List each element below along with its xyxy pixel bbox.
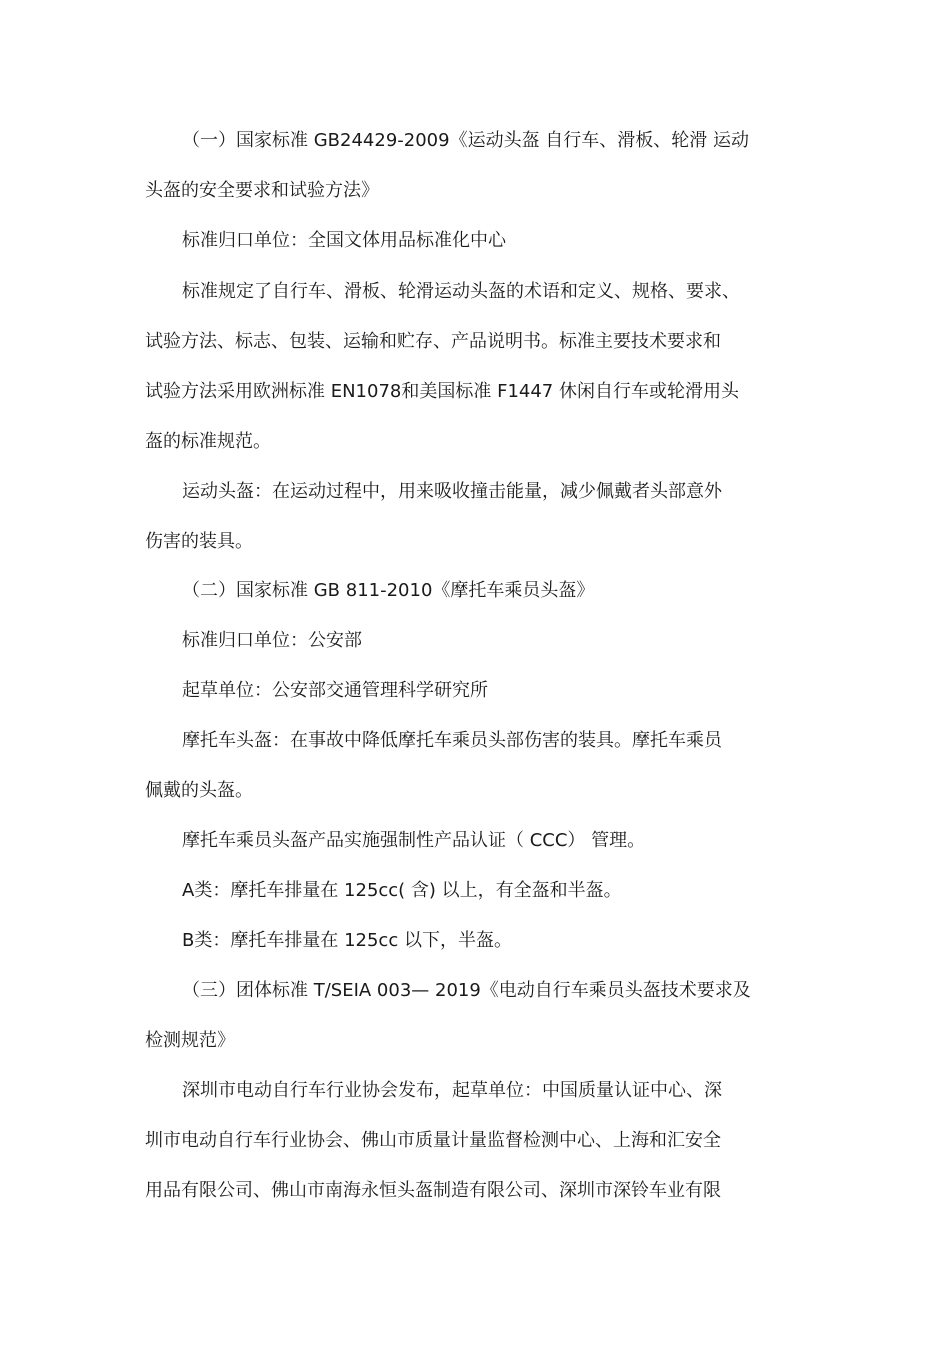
- paragraph-line: 试验方法采用欧洲标准 EN1078和美国标准 F1447 休闲自行车或轮滑用头: [145, 381, 739, 402]
- paragraph-line: 标准规定了自行车、滑板、轮滑运动头盔的术语和定义、规格、要求、: [182, 281, 740, 302]
- paragraph-line: 起草单位：公安部交通管理科学研究所: [182, 680, 488, 701]
- paragraph-line: 试验方法、标志、包装、运输和贮存、产品说明书。标准主要技术要求和: [145, 331, 721, 352]
- paragraph-line: 深圳市电动自行车行业协会发布，起草单位：中国质量认证中心、深: [182, 1080, 722, 1101]
- paragraph-line: 标准归口单位：全国文体用品标准化中心: [182, 230, 506, 251]
- paragraph-line: B类：摩托车排量在 125cc 以下，半盔。: [182, 930, 512, 951]
- paragraph-line: 伤害的装具。: [145, 531, 253, 552]
- section-heading-1: （一）国家标准 GB24429-2009《运动头盔 自行车、滑板、轮滑 运动: [182, 130, 750, 151]
- paragraph-line: A类：摩托车排量在 125cc( 含) 以上，有全盔和半盔。: [182, 880, 622, 901]
- paragraph-line: 摩托车乘员头盔产品实施强制性产品认证（ CCC） 管理。: [182, 830, 646, 851]
- paragraph-line: 盔的标准规范。: [145, 431, 271, 452]
- paragraph-line: 运动头盔：在运动过程中，用来吸收撞击能量，减少佩戴者头部意外: [182, 481, 722, 502]
- section-heading-3-cont: 检测规范》: [145, 1030, 235, 1051]
- paragraph-line: 用品有限公司、佛山市南海永恒头盔制造有限公司、深圳市深铃车业有限: [145, 1180, 721, 1201]
- paragraph-line: 佩戴的头盔。: [145, 780, 253, 801]
- section-heading-1-cont: 头盔的安全要求和试验方法》: [145, 180, 379, 201]
- section-heading-2: （二）国家标准 GB 811-2010《摩托车乘员头盔》: [182, 580, 595, 601]
- section-heading-3: （三）团体标准 T/SEIA 003— 2019《电动自行车乘员头盔技术要求及: [182, 980, 751, 1001]
- paragraph-line: 摩托车头盔：在事故中降低摩托车乘员头部伤害的装具。摩托车乘员: [182, 730, 722, 751]
- paragraph-line: 标准归口单位：公安部: [182, 630, 362, 651]
- paragraph-line: 圳市电动自行车行业协会、佛山市质量计量监督检测中心、上海和汇安全: [145, 1130, 721, 1151]
